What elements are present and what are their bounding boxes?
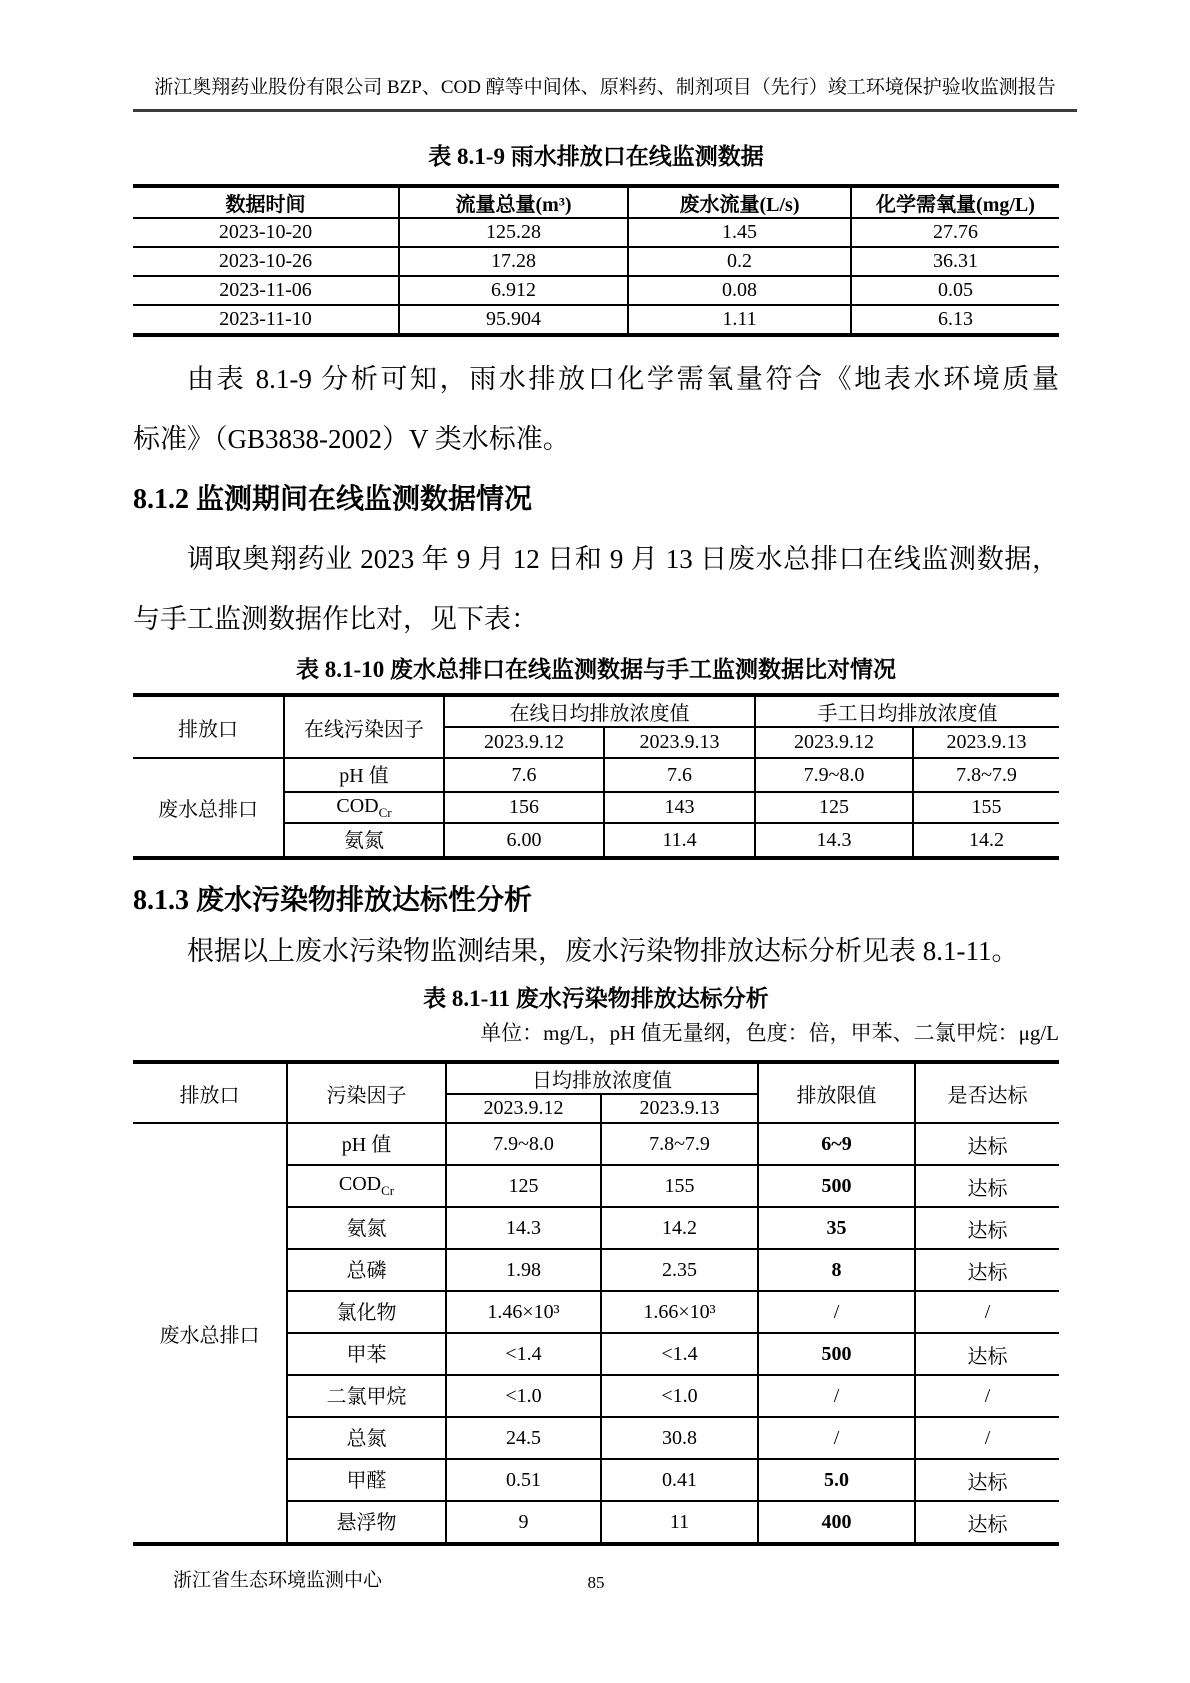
table-cell: 6.912 xyxy=(399,276,628,305)
table-cell: 1.11 xyxy=(628,305,851,335)
column-header: 2023.9.12 xyxy=(444,727,604,758)
section-heading-8-1-3: 8.1.3 废水污染物排放达标性分析 xyxy=(133,885,533,916)
table-cell: 14.3 xyxy=(446,1207,601,1249)
status-cell: 达标 xyxy=(915,1207,1059,1249)
factor-cell: 总磷 xyxy=(287,1249,446,1291)
table-cell: 1.98 xyxy=(446,1249,601,1291)
table-cell: 125 xyxy=(755,792,913,823)
table-row xyxy=(133,1123,1059,1165)
table-cell: <1.4 xyxy=(446,1333,601,1375)
column-header: 2023.9.12 xyxy=(755,727,913,758)
column-header: 日均排放浓度值 xyxy=(446,1062,758,1094)
paragraph-line: 调取奥翔药业 2023 年 9 月 12 日和 9 月 13 日废水总排口在线监测数据， xyxy=(187,544,1059,574)
column-header: 手工日均排放浓度值 xyxy=(755,695,1059,727)
table-cell: 1.46×10³ xyxy=(446,1291,601,1333)
table-row xyxy=(133,758,1059,792)
table-cell: 7.8~7.9 xyxy=(913,758,1059,792)
limit-cell: 500 xyxy=(758,1165,915,1207)
table-cell: 14.3 xyxy=(755,823,913,858)
column-header: 2023.9.12 xyxy=(446,1094,601,1123)
table-cell: 0.05 xyxy=(851,276,1059,305)
table-compliance-analysis xyxy=(133,1060,1059,1546)
table-cell: 24.5 xyxy=(446,1417,601,1459)
factor-cell: 氨氮 xyxy=(287,1207,446,1249)
status-cell: / xyxy=(915,1375,1059,1417)
column-header: 在线污染因子 xyxy=(284,695,444,758)
paragraph-line: 标准》（GB3838-2002）V 类水标准。 xyxy=(133,424,570,454)
section-heading-8-1-2: 8.1.2 监测期间在线监测数据情况 xyxy=(133,484,533,515)
limit-cell: 5.0 xyxy=(758,1459,915,1501)
table-cell: 0.41 xyxy=(601,1459,758,1501)
paragraph-line: 由表 8.1-9 分析可知，雨水排放口化学需氧量符合《地表水环境质量 xyxy=(187,364,1059,394)
table-cell: 2.35 xyxy=(601,1249,758,1291)
table-cell: 14.2 xyxy=(601,1207,758,1249)
unit-note: 单位：mg/L，pH 值无量纲，色度：倍，甲苯、二氯甲烷：μg/L xyxy=(480,1021,1059,1045)
table-row xyxy=(133,247,1059,276)
table-cell: 125 xyxy=(446,1165,601,1207)
status-cell: / xyxy=(915,1291,1059,1333)
table-cell: 7.6 xyxy=(604,758,755,792)
table-row xyxy=(133,276,1059,305)
table-cell: <1.0 xyxy=(446,1375,601,1417)
factor-cell: 悬浮物 xyxy=(287,1501,446,1544)
table-cell: 2023-11-06 xyxy=(133,276,399,305)
table-cell: <1.0 xyxy=(601,1375,758,1417)
column-header: 化学需氧量(mg/L) xyxy=(851,186,1059,218)
factor-cell: 氨氮 xyxy=(284,823,444,858)
table-cell: 1.45 xyxy=(628,218,851,247)
paragraph-rain-analysis xyxy=(133,349,1190,469)
limit-cell: / xyxy=(758,1417,915,1459)
table-cell: 6.13 xyxy=(851,305,1059,335)
table-cell: 30.8 xyxy=(601,1417,758,1459)
page-header-text: 浙江奥翔药业股份有限公司 BZP、COD 醇等中间体、原料药、制剂项目（先行）竣工环境保护验收监测报告 xyxy=(154,77,1056,98)
column-header: 2023.9.13 xyxy=(604,727,755,758)
column-header: 是否达标 xyxy=(915,1062,1059,1123)
factor-cell: $COD_{Cr}$ xyxy=(287,1165,446,1207)
table-cell: 14.2 xyxy=(913,823,1059,858)
page-number: 85 xyxy=(587,1573,605,1592)
table-rain-title: 表 8.1-9 雨水排放口在线监测数据 xyxy=(428,144,764,169)
table-compare-title: 表 8.1-10 废水总排口在线监测数据与手工监测数据比对情况 xyxy=(296,657,896,682)
status-cell: 达标 xyxy=(915,1333,1059,1375)
factor-cell: 甲苯 xyxy=(287,1333,446,1375)
table-cell: 95.904 xyxy=(399,305,628,335)
table-cell: 9 xyxy=(446,1501,601,1544)
table-cell: 2023-10-26 xyxy=(133,247,399,276)
table-header-row xyxy=(133,695,1059,727)
limit-cell: 6~9 xyxy=(758,1123,915,1165)
factor-cell: pH 值 xyxy=(284,758,444,792)
column-header: 排放限值 xyxy=(758,1062,915,1123)
table-cell: 1.66×10³ xyxy=(601,1291,758,1333)
table-cell: 7.9~8.0 xyxy=(446,1123,601,1165)
table-cell: 27.76 xyxy=(851,218,1059,247)
factor-cell: 二氯甲烷 xyxy=(287,1375,446,1417)
column-header: 流量总量(m³) xyxy=(399,186,628,218)
status-cell: 达标 xyxy=(915,1501,1059,1544)
status-cell: 达标 xyxy=(915,1459,1059,1501)
factor-cell: 总氮 xyxy=(287,1417,446,1459)
table-row xyxy=(133,218,1059,247)
column-header: 在线日均排放浓度值 xyxy=(444,695,755,727)
footer-organization: 浙江省生态环境监测中心 xyxy=(173,1570,383,1591)
status-cell: 达标 xyxy=(915,1165,1059,1207)
table-cell: 2023-11-10 xyxy=(133,305,399,335)
column-header: 排放口 xyxy=(133,1062,287,1123)
column-header: 废水流量(L/s) xyxy=(628,186,851,218)
table-cell: 7.9~8.0 xyxy=(755,758,913,792)
table-cell: 155 xyxy=(913,792,1059,823)
table-header-row xyxy=(133,186,1059,218)
table-cell: 7.6 xyxy=(444,758,604,792)
limit-cell: 8 xyxy=(758,1249,915,1291)
table-compliance-title: 表 8.1-11 废水污染物排放达标分析 xyxy=(423,986,769,1011)
table-online-vs-manual xyxy=(133,693,1059,860)
table-row xyxy=(133,305,1059,335)
page-footer xyxy=(133,1568,1059,1594)
limit-cell: / xyxy=(758,1291,915,1333)
table-header-row xyxy=(133,1062,1059,1094)
factor-cell: pH 值 xyxy=(287,1123,446,1165)
table-cell: 7.8~7.9 xyxy=(601,1123,758,1165)
table-cell: 11.4 xyxy=(604,823,755,858)
outlet-cell: 废水总排口 xyxy=(133,1123,287,1544)
column-header: 数据时间 xyxy=(133,186,399,218)
table-cell: 0.2 xyxy=(628,247,851,276)
table-cell: 143 xyxy=(604,792,755,823)
column-header: 2023.9.13 xyxy=(913,727,1059,758)
outlet-cell: 废水总排口 xyxy=(133,758,284,858)
table-cell: 125.28 xyxy=(399,218,628,247)
column-header: 污染因子 xyxy=(287,1062,446,1123)
column-header: 排放口 xyxy=(133,695,284,758)
table-cell: 2023-10-20 xyxy=(133,218,399,247)
paragraph-compliance: 根据以上废水污染物监测结果，废水污染物排放达标分析见表 8.1-11。 xyxy=(187,936,1019,966)
table-cell: 155 xyxy=(601,1165,758,1207)
table-cell: 0.08 xyxy=(628,276,851,305)
status-cell: / xyxy=(915,1417,1059,1459)
limit-cell: / xyxy=(758,1375,915,1417)
table-cell: 11 xyxy=(601,1501,758,1544)
table-cell: 6.00 xyxy=(444,823,604,858)
limit-cell: 35 xyxy=(758,1207,915,1249)
status-cell: 达标 xyxy=(915,1123,1059,1165)
paragraph-online-data xyxy=(133,529,1190,649)
page-header xyxy=(133,76,1077,112)
paragraph-line: 与手工监测数据作比对，见下表： xyxy=(133,604,538,634)
table-cell: 17.28 xyxy=(399,247,628,276)
table-rain-monitoring xyxy=(133,184,1059,337)
table-cell: <1.4 xyxy=(601,1333,758,1375)
factor-cell: 甲醛 xyxy=(287,1459,446,1501)
factor-cell: 氯化物 xyxy=(287,1291,446,1333)
column-header: 2023.9.13 xyxy=(601,1094,758,1123)
limit-cell: 400 xyxy=(758,1501,915,1544)
factor-cell: $COD_{Cr}$ xyxy=(284,792,444,823)
table-cell: 36.31 xyxy=(851,247,1059,276)
table-cell: 0.51 xyxy=(446,1459,601,1501)
status-cell: 达标 xyxy=(915,1249,1059,1291)
table-cell: 156 xyxy=(444,792,604,823)
limit-cell: 500 xyxy=(758,1333,915,1375)
